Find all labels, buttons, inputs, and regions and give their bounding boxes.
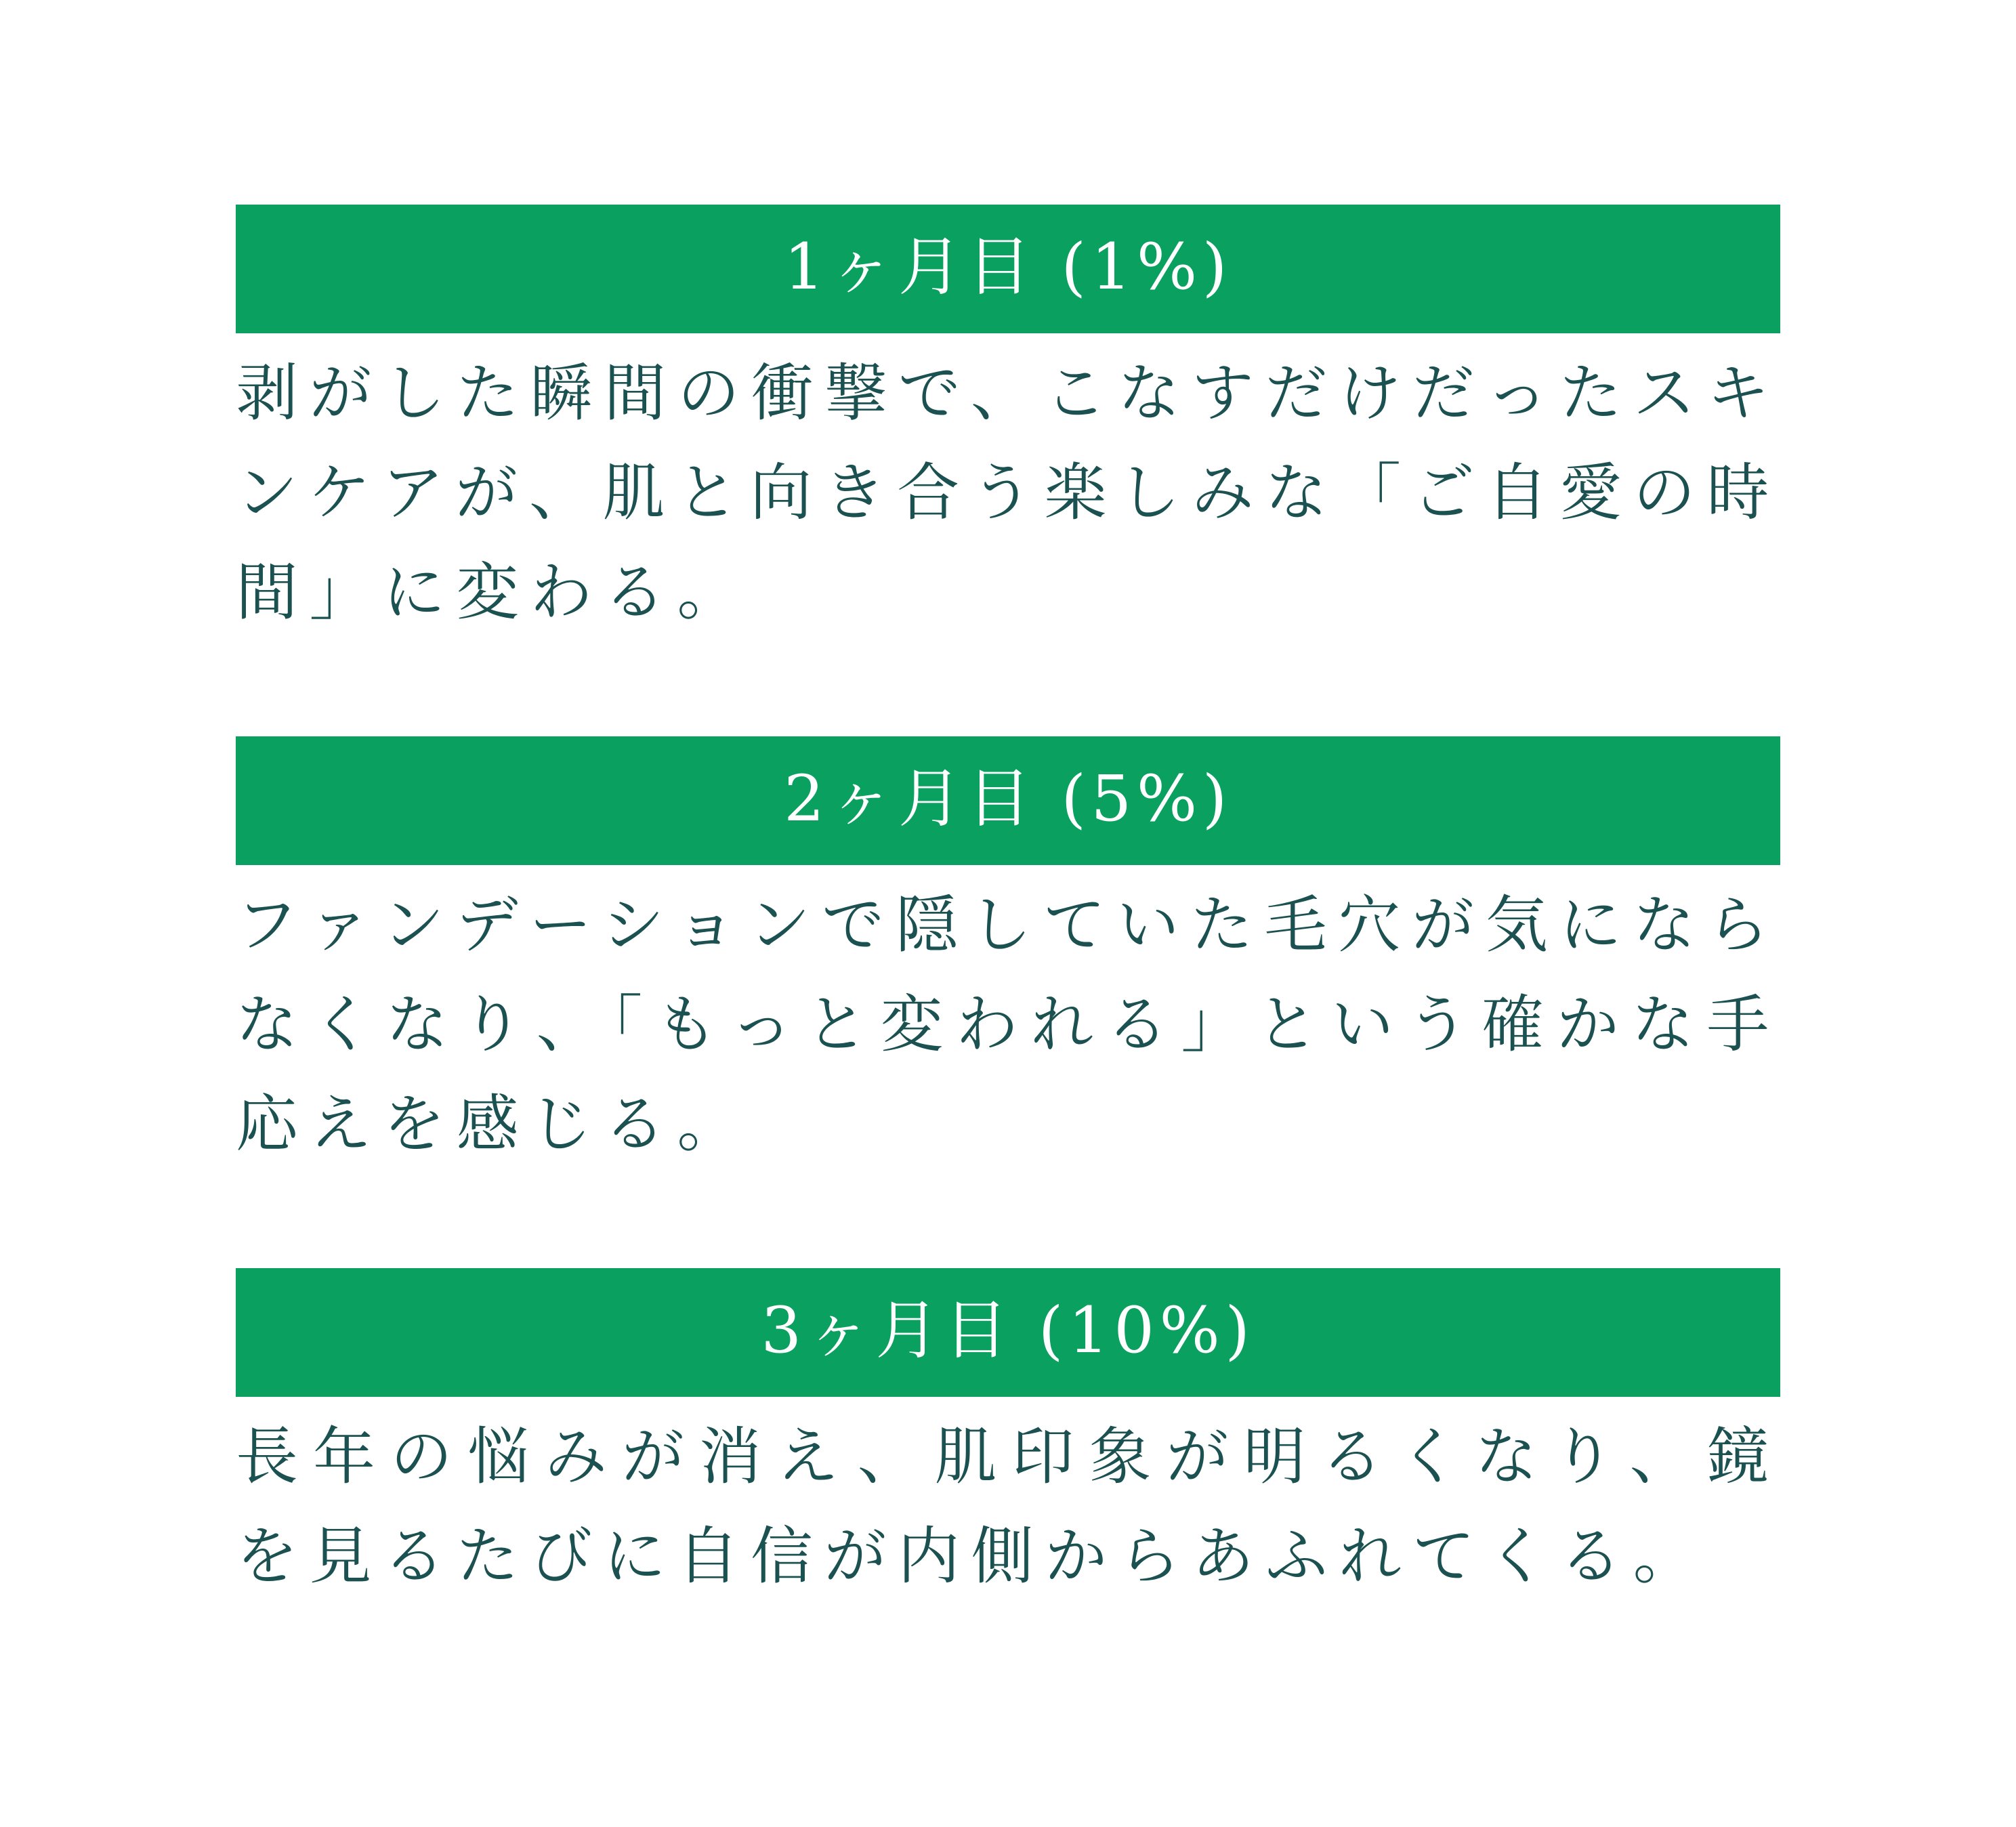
month-3-header-bar: [236, 1268, 1780, 1397]
month-1-header-bar: [236, 205, 1780, 333]
section-month-1: [236, 205, 1780, 642]
content-column: [236, 205, 1780, 1606]
month-1-body-text: 剥がした瞬間の衝撃で、こなすだけだったスキンケアが、肌と向き合う楽しみな「ご自愛の時間」に変わる。: [236, 357, 1780, 629]
section-month-3: [236, 1268, 1780, 1606]
month-3-body-text: 長年の悩みが消え、肌印象が明るくなり、鏡を見るたびに自信が内側からあふれてくる。: [236, 1421, 1780, 1593]
section-month-2: [236, 736, 1780, 1174]
month-3-header-label: 3ヶ月目 (10%): [761, 1294, 1255, 1368]
month-2-header-label: 2ヶ月目 (5%): [784, 762, 1232, 836]
month-2-body-text: ファンデーションで隠していた毛穴が気にならなくなり、「もっと変われる」という確かな手応えを感じる。: [236, 889, 1780, 1160]
month-1-header-label: 1ヶ月目 (1%): [784, 230, 1232, 304]
month-2-header-bar: [236, 736, 1780, 865]
